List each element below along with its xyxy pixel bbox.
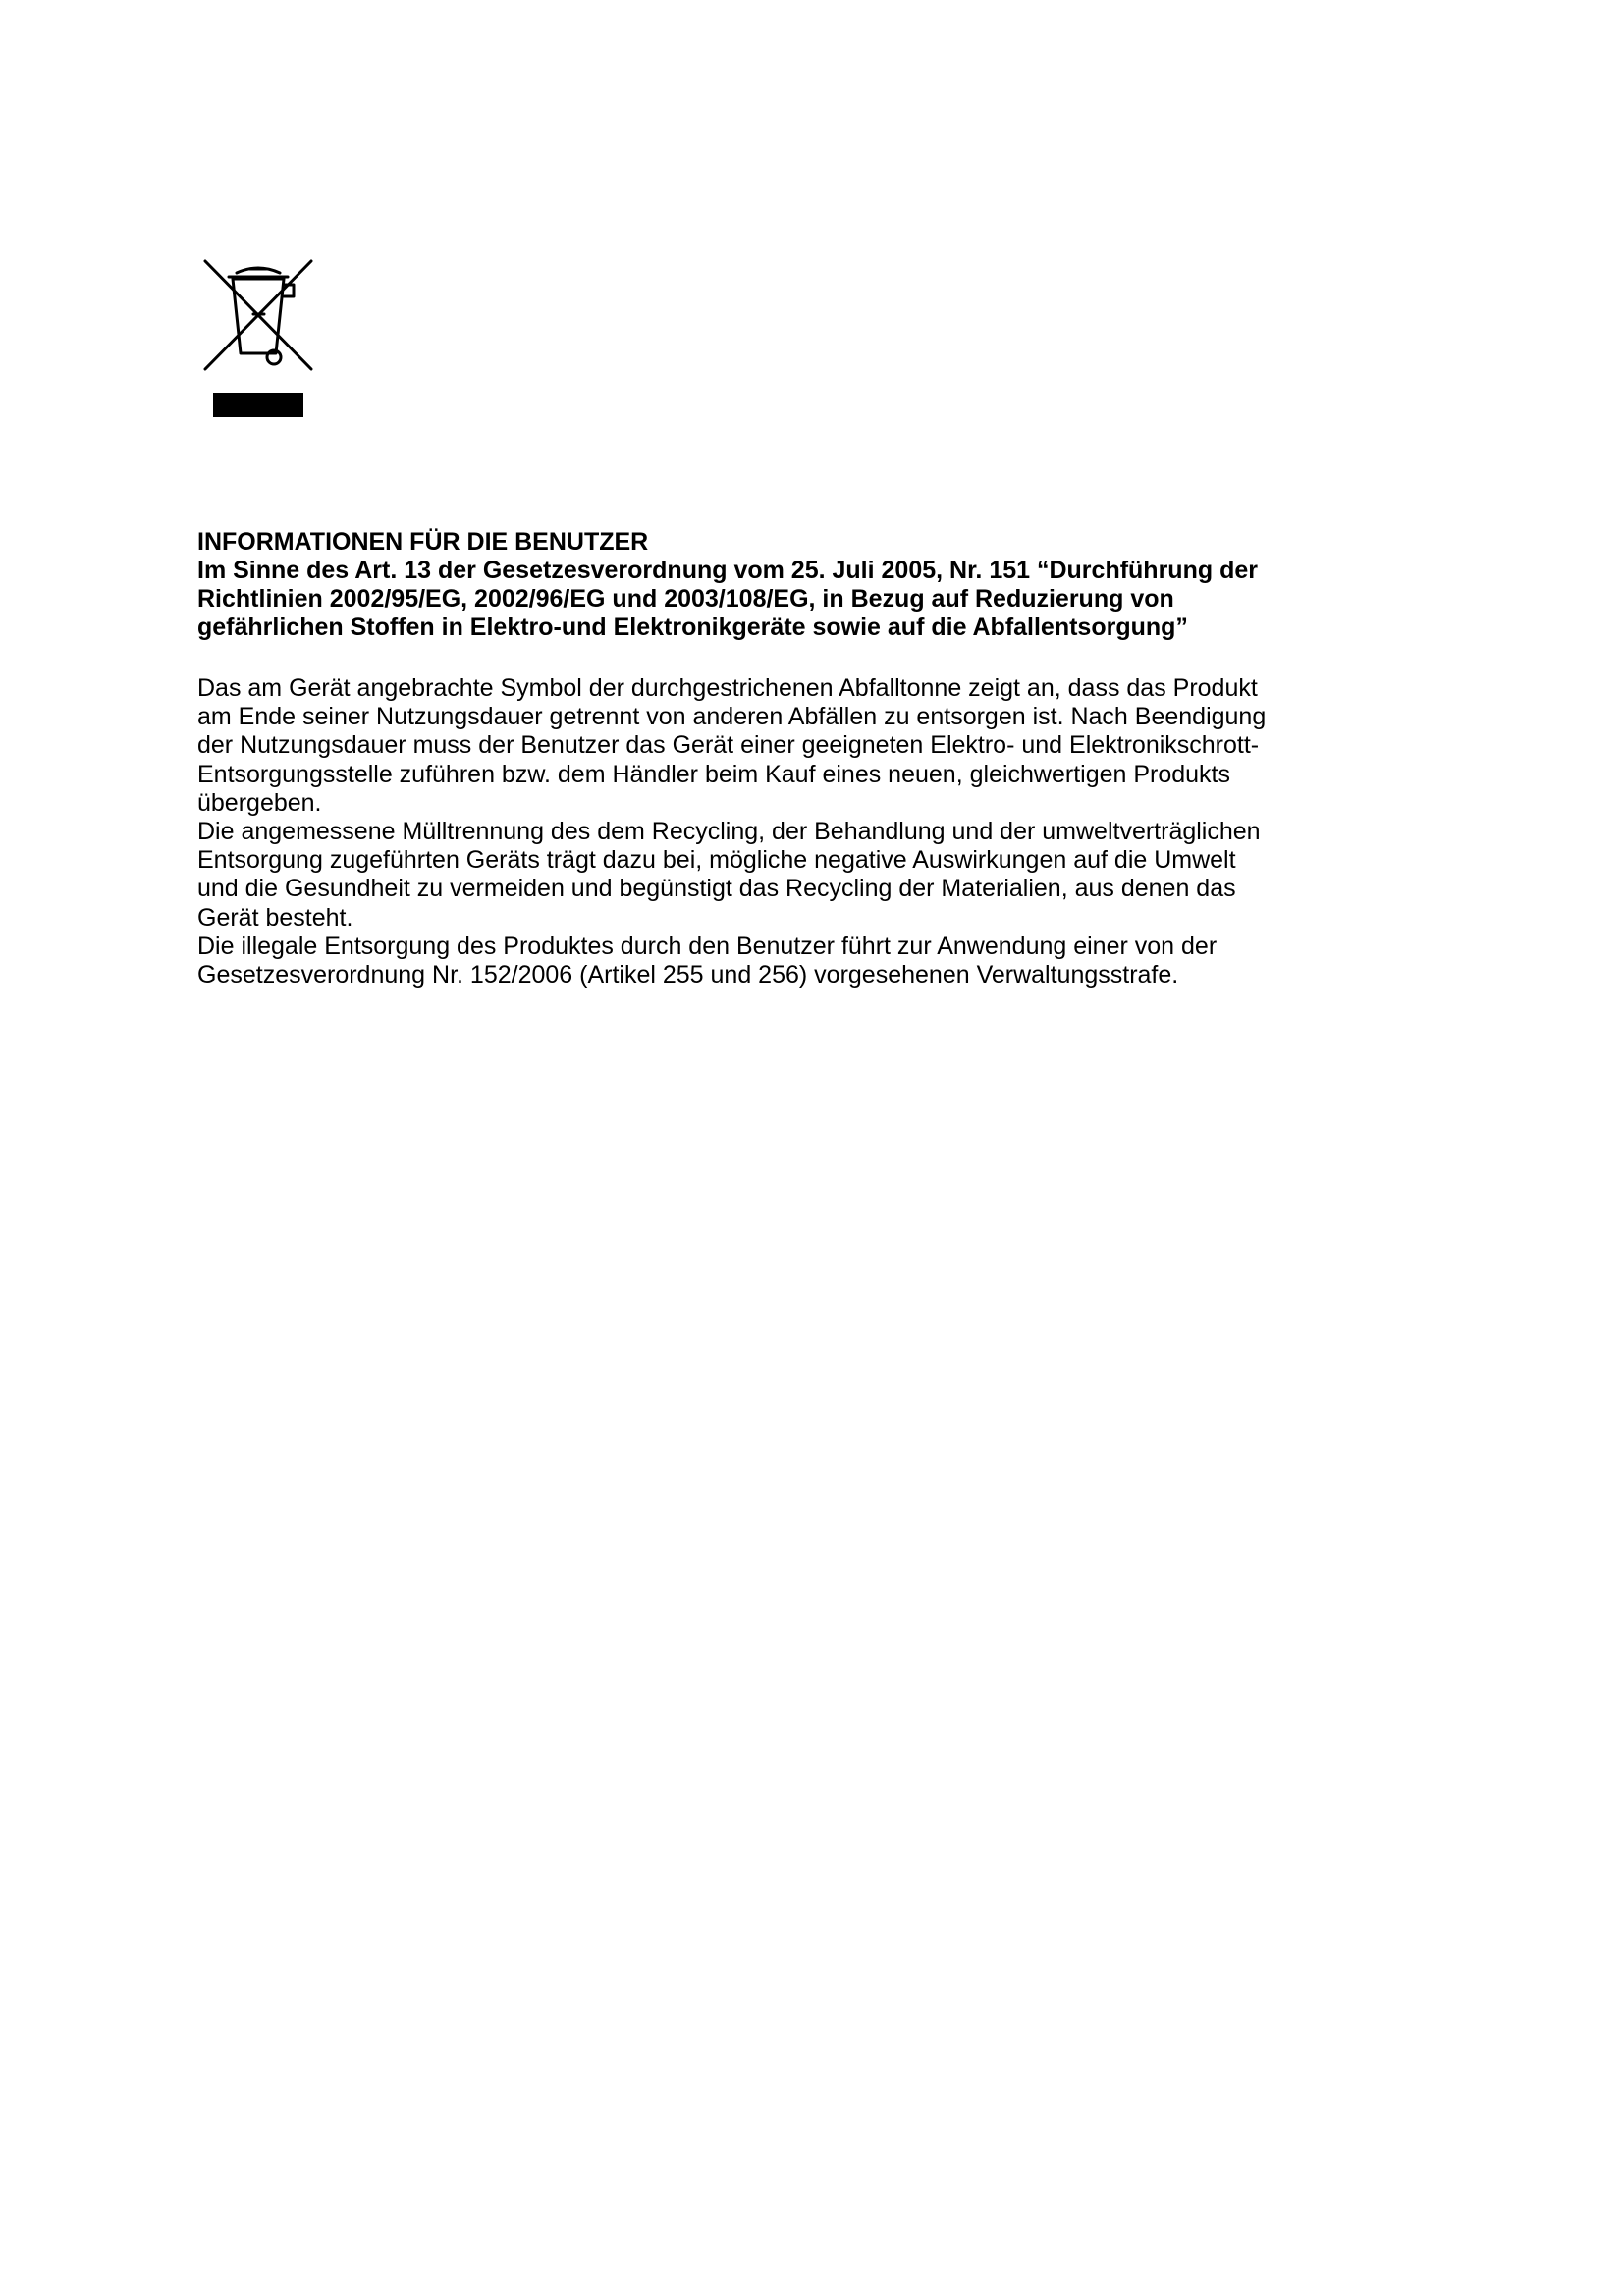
body-line: Das am Gerät angebrachte Symbol der durchgestrichenen Abfalltonne zeigt an, dass das Produkt (197, 674, 1258, 702)
body-line: Gesetzesverordnung Nr. 152/2006 (Artikel 255 und 256) vorgesehenen Verwaltungsstrafe. (197, 961, 1179, 989)
page-title: INFORMATIONEN FÜR DIE BENUTZER (197, 528, 649, 556)
body-text (197, 674, 1474, 989)
crossed-out-wheelie-bin-icon (199, 255, 317, 422)
body-line: Entsorgungsstelle zuführen bzw. dem Händler beim Kauf eines neuen, gleichwertigen Produkts (197, 760, 1231, 788)
heading-line: Im Sinne des Art. 13 der Gesetzesverordnung vom 25. Juli 2005, Nr. 151 “Durchführung der (197, 557, 1258, 584)
body-line: der Nutzungsdauer muss der Benutzer das Gerät einer geeigneten Elektro- und Elektronikschrott- (197, 731, 1260, 760)
body-line: Die angemessene Mülltrennung des dem Recycling, der Behandlung und der umweltverträglichen (197, 818, 1261, 846)
body-line: am Ende seiner Nutzungsdauer getrennt von anderen Abfällen zu entsorgen ist. Nach Beendigung (197, 703, 1267, 731)
body-line: Die illegale Entsorgung des Produktes durch den Benutzer führt zur Anwendung einer von der (197, 932, 1218, 960)
heading-line: Richtlinien 2002/95/EG, 2002/96/EG und 2003/108/EG, in Bezug auf Reduzierung von (197, 585, 1174, 613)
body-line: Gerät besteht. (197, 903, 353, 932)
heading-block (197, 528, 1474, 642)
body-line: Entsorgung zugeführten Geräts trägt dazu bei, mögliche negative Auswirkungen auf die Umwelt (197, 846, 1236, 875)
body-line: und die Gesundheit zu vermeiden und begünstigt das Recycling der Materialien, aus denen das (197, 875, 1236, 903)
heading-line: gefährlichen Stoffen in Elektro-und Elektronikgeräte sowie auf die Abfallentsorgung” (197, 614, 1188, 641)
body-line: übergeben. (197, 788, 322, 817)
